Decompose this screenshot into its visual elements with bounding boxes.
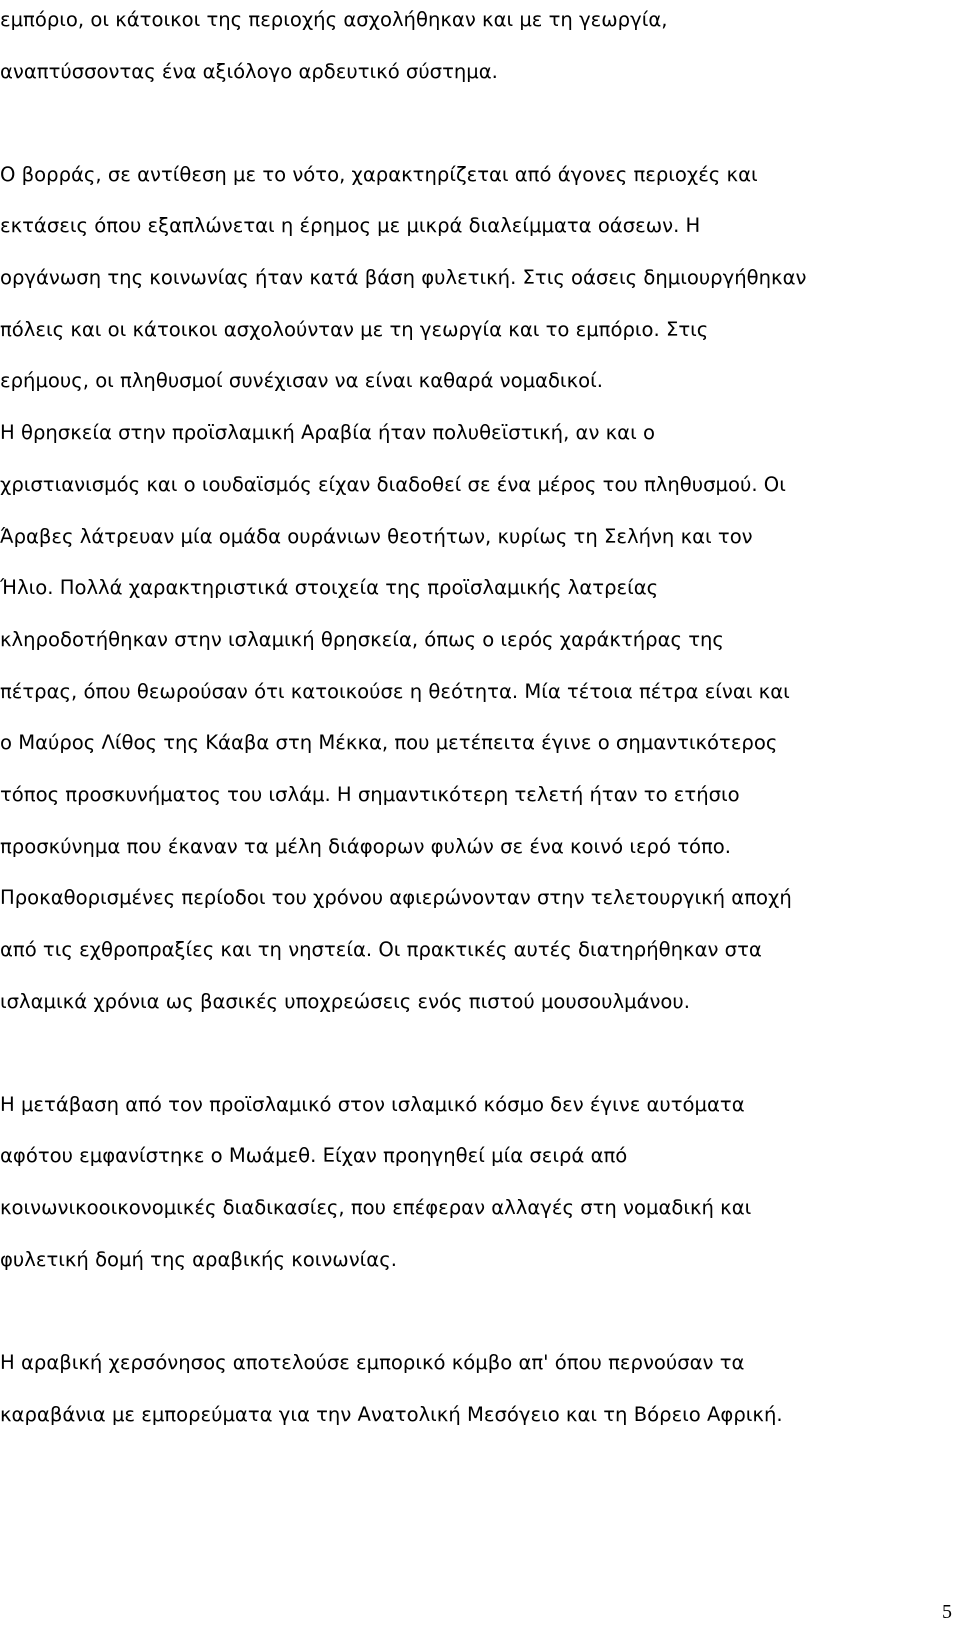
page-number: 5 <box>942 1601 952 1623</box>
text-line: ισλαμικά χρόνια ως βασικές υποχρεώσεις ενός πιστού μουσουλμάνου. <box>0 990 690 1013</box>
text-line: Προκαθορισμένες περίοδοι του χρόνου αφιερώνονταν στην τελετουργική αποχή <box>0 886 792 909</box>
text-line: πόλεις και οι κάτοικοι ασχολούνταν με τη γεωργία και το εμπόριο. Στις <box>0 318 709 341</box>
text-line: κοινωνικοοικονομικές διαδικασίες, που επέφεραν αλλαγές στη νομαδική και <box>0 1196 752 1219</box>
text-line: Ήλιο. Πολλά χαρακτηριστικά στοιχεία της προϊσλαμικής λατρείας <box>0 576 659 599</box>
text-line: αναπτύσσοντας ένα αξιόλογο αρδευτικό σύστημα. <box>0 60 498 83</box>
text-line: Ο βορράς, σε αντίθεση με το νότο, χαρακτηρίζεται από άγονες περιοχές και <box>0 163 758 186</box>
text-line: ερήμους, οι πληθυσμοί συνέχισαν να είναι καθαρά νομαδικοί. <box>0 369 603 392</box>
text-line: Η αραβική χερσόνησος αποτελούσε εμπορικό κόμβο απ' όπου περνούσαν τα <box>0 1351 745 1374</box>
text-line: χριστιανισμός και ο ιουδαϊσμός είχαν διαδοθεί σε ένα μέρος του πληθυσμού. Οι <box>0 473 786 496</box>
text-line: Άραβες λάτρευαν μία ομάδα ουράνιων θεοτήτων, κυρίως τη Σελήνη και τον <box>0 525 753 548</box>
text-line: φυλετική δομή της αραβικής κοινωνίας. <box>0 1248 397 1271</box>
text-line: εκτάσεις όπου εξαπλώνεται η έρημος με μικρά διαλείμματα οάσεων. Η <box>0 214 701 237</box>
text-line: αφότου εμφανίστηκε ο Μωάμεθ. Είχαν προηγηθεί μία σειρά από <box>0 1144 628 1167</box>
text-line: καραβάνια με εμπορεύματα για την Ανατολική Μεσόγειο και τη Βόρειο Αφρική. <box>0 1403 783 1426</box>
text-line: τόπος προσκυνήματος του ισλάμ. Η σημαντικότερη τελετή ήταν το ετήσιο <box>0 783 740 806</box>
text-line: από τις εχθροπραξίες και τη νηστεία. Οι πρακτικές αυτές διατηρήθηκαν στα <box>0 938 762 961</box>
text-line: εμπόριο, οι κάτοικοι της περιοχής ασχολήθηκαν και με τη γεωργία, <box>0 8 668 31</box>
text-line: πέτρας, όπου θεωρούσαν ότι κατοικούσε η θεότητα. Μία τέτοια πέτρα είναι και <box>0 680 790 703</box>
text-line: προσκύνημα που έκαναν τα μέλη διάφορων φυλών σε ένα κοινό ιερό τόπο. <box>0 835 731 858</box>
text-line: Η θρησκεία στην προϊσλαμική Αραβία ήταν πολυθεϊστική, αν και ο <box>0 421 655 444</box>
text-line: οργάνωση της κοινωνίας ήταν κατά βάση φυλετική. Στις οάσεις δημιουργήθηκαν <box>0 266 807 289</box>
text-line: ο Μαύρος Λίθος της Κάαβα στη Μέκκα, που μετέπειτα έγινε ο σημαντικότερος <box>0 731 778 754</box>
text-line: Η μετάβαση από τον προϊσλαμικό στον ισλαμικό κόσμο δεν έγινε αυτόματα <box>0 1093 745 1116</box>
text-line: κληροδοτήθηκαν στην ισλαμική θρησκεία, όπως ο ιερός χαράκτήρας της <box>0 628 724 651</box>
